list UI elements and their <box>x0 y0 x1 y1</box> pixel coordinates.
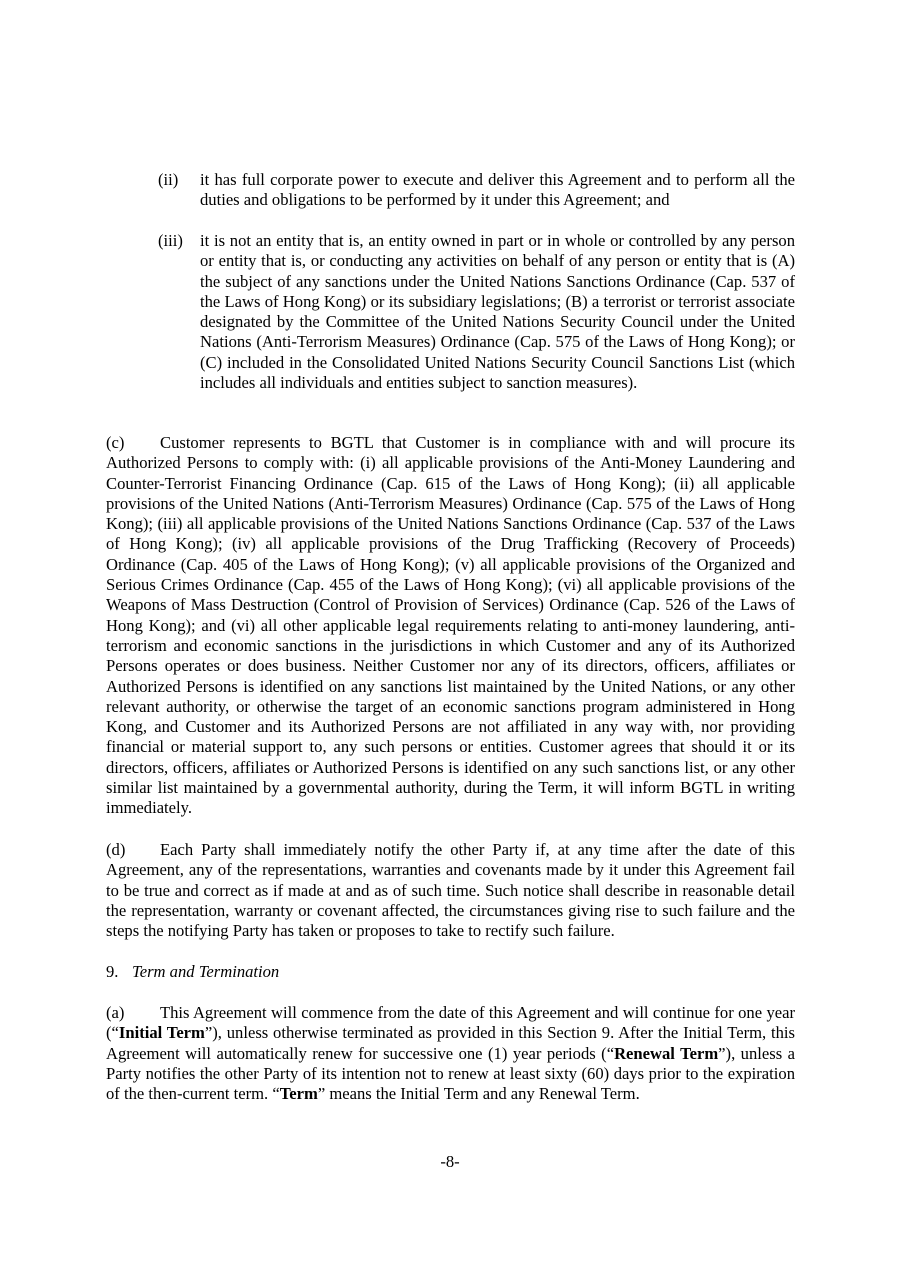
clause-item-iii-text: it is not an entity that is, an entity owned in part or in whole or controlled by any person or entity that is, or conducting any activities on behalf of any person or entity that is (A) the subject of any sanctions under the United Nations Sanctions Ordinance (Cap. 537 of the Laws of Hong Kong) or its subsidiary legislations; (B) a terrorist or terrorist associate designated by the Committee of the United Nations Security Council under the United Nations (Anti-Terrorism Measures) Ordinance (Cap. 575 of the Laws of Hong Kong); or (C) included in the Consolidated United Nations Security Council Sanctions List (which includes all individuals and entities subject to sanction measures). <box>200 231 795 393</box>
clause-item-iii <box>158 231 795 393</box>
clause-c <box>106 433 795 819</box>
section-title: Term and Termination <box>132 962 280 981</box>
clause-item-ii-label: (ii) <box>158 170 179 189</box>
clause-item-iii-label: (iii) <box>158 231 183 250</box>
page-number: -8- <box>440 1152 460 1171</box>
section-heading <box>106 962 795 982</box>
clause-9a-text-3: ”), unless a Party notifies the other Party of its intention not to renew at least sixty (60) days prior to the expiration of the then-current term. “ <box>106 1043 795 1104</box>
clause-item-ii-text: it has full corporate power to execute and deliver this Agreement and to perform all the duties and obligations to be performed by it under this Agreement; and <box>200 170 795 210</box>
clause-9a <box>106 1003 795 1104</box>
clause-d <box>106 840 795 941</box>
defined-term-renewal-term: Renewal Term <box>614 1043 719 1063</box>
clause-9a-text-1: This Agreement will commence from the date of this Agreement and will continue for one year (“ <box>106 1003 795 1043</box>
clause-c-text: Customer represents to BGTL that Customer is in compliance with and will procure its Authorized Persons to comply with: (i) all applicable provisions of the Anti-Money Laundering and Counter-Terrorist Financing Ordinance (Cap. 615 of the Laws of Hong Kong); (ii) all applicable provisions of the United Nations (Anti-Terrorism Measures) Ordinance (Cap. 575 of the Laws of Hong Kong); (iii) all applicable provisions of the United Nations Sanctions Ordinance (Cap. 537 of the Laws of Hong Kong); (iv) all applicable provisions of the Drug Trafficking (Recovery of Proceeds) Ordinance (Cap. 405 of the Laws of Hong Kong); (v) all applicable provisions of the Organized and Serious Crimes Ordinance (Cap. 455 of the Laws of Hong Kong); (vi) all applicable provisions of the Weapons of Mass Destruction (Control of Provision of Services) Ordinance (Cap. 526 of the Laws of Hong Kong); and (vi) all other applicable legal requirements relating to anti-money laundering, anti-terrorism and economic sanctions in the jurisdictions in which Customer and any of its Authorized Persons operates or does business. Neither Customer nor any of its directors, officers, affiliates or Authorized Persons is identified on any sanctions list maintained by the United Nations, or any other relevant authority, or otherwise the target of an economic sanctions program administered in Hong Kong, and Customer and its Authorized Persons are not affiliated in any way with, nor providing financial or material support to, any such persons or entities. Customer agrees that should it or its directors, officers, affiliates or Authorized Persons is identified on any such sanctions list, or any other similar list maintained by a governmental authority, during the Term, it will inform BGTL in writing immediately. <box>106 433 795 818</box>
defined-term-initial-term: Initial Term <box>118 1023 205 1043</box>
defined-term-term: Term <box>279 1084 318 1104</box>
clause-d-label: (d) <box>106 840 126 859</box>
section-number: 9. <box>106 962 119 981</box>
clause-9a-text-2: ”), unless otherwise terminated as provided in this Section 9. After the Initial Term, this Agreement will automatically renew for successive one (1) year periods (“ <box>106 1023 795 1063</box>
clause-item-ii <box>158 170 795 211</box>
clause-9a-label: (a) <box>106 1003 125 1022</box>
clause-9a-text-4: ” means the Initial Term and any Renewal Term. <box>317 1084 640 1104</box>
clause-c-label: (c) <box>106 433 125 452</box>
clause-d-text: Each Party shall immediately notify the other Party if, at any time after the date of this Agreement, any of the representations, warranties and covenants made by it under this Agreement fail to be true and correct as if made at and as of such time. Such notice shall describe in reasonable detail the representation, warranty or covenant affected, the circumstances giving rise to such failure and the steps the notifying Party has taken or proposes to take to rectify such failure. <box>106 840 795 941</box>
